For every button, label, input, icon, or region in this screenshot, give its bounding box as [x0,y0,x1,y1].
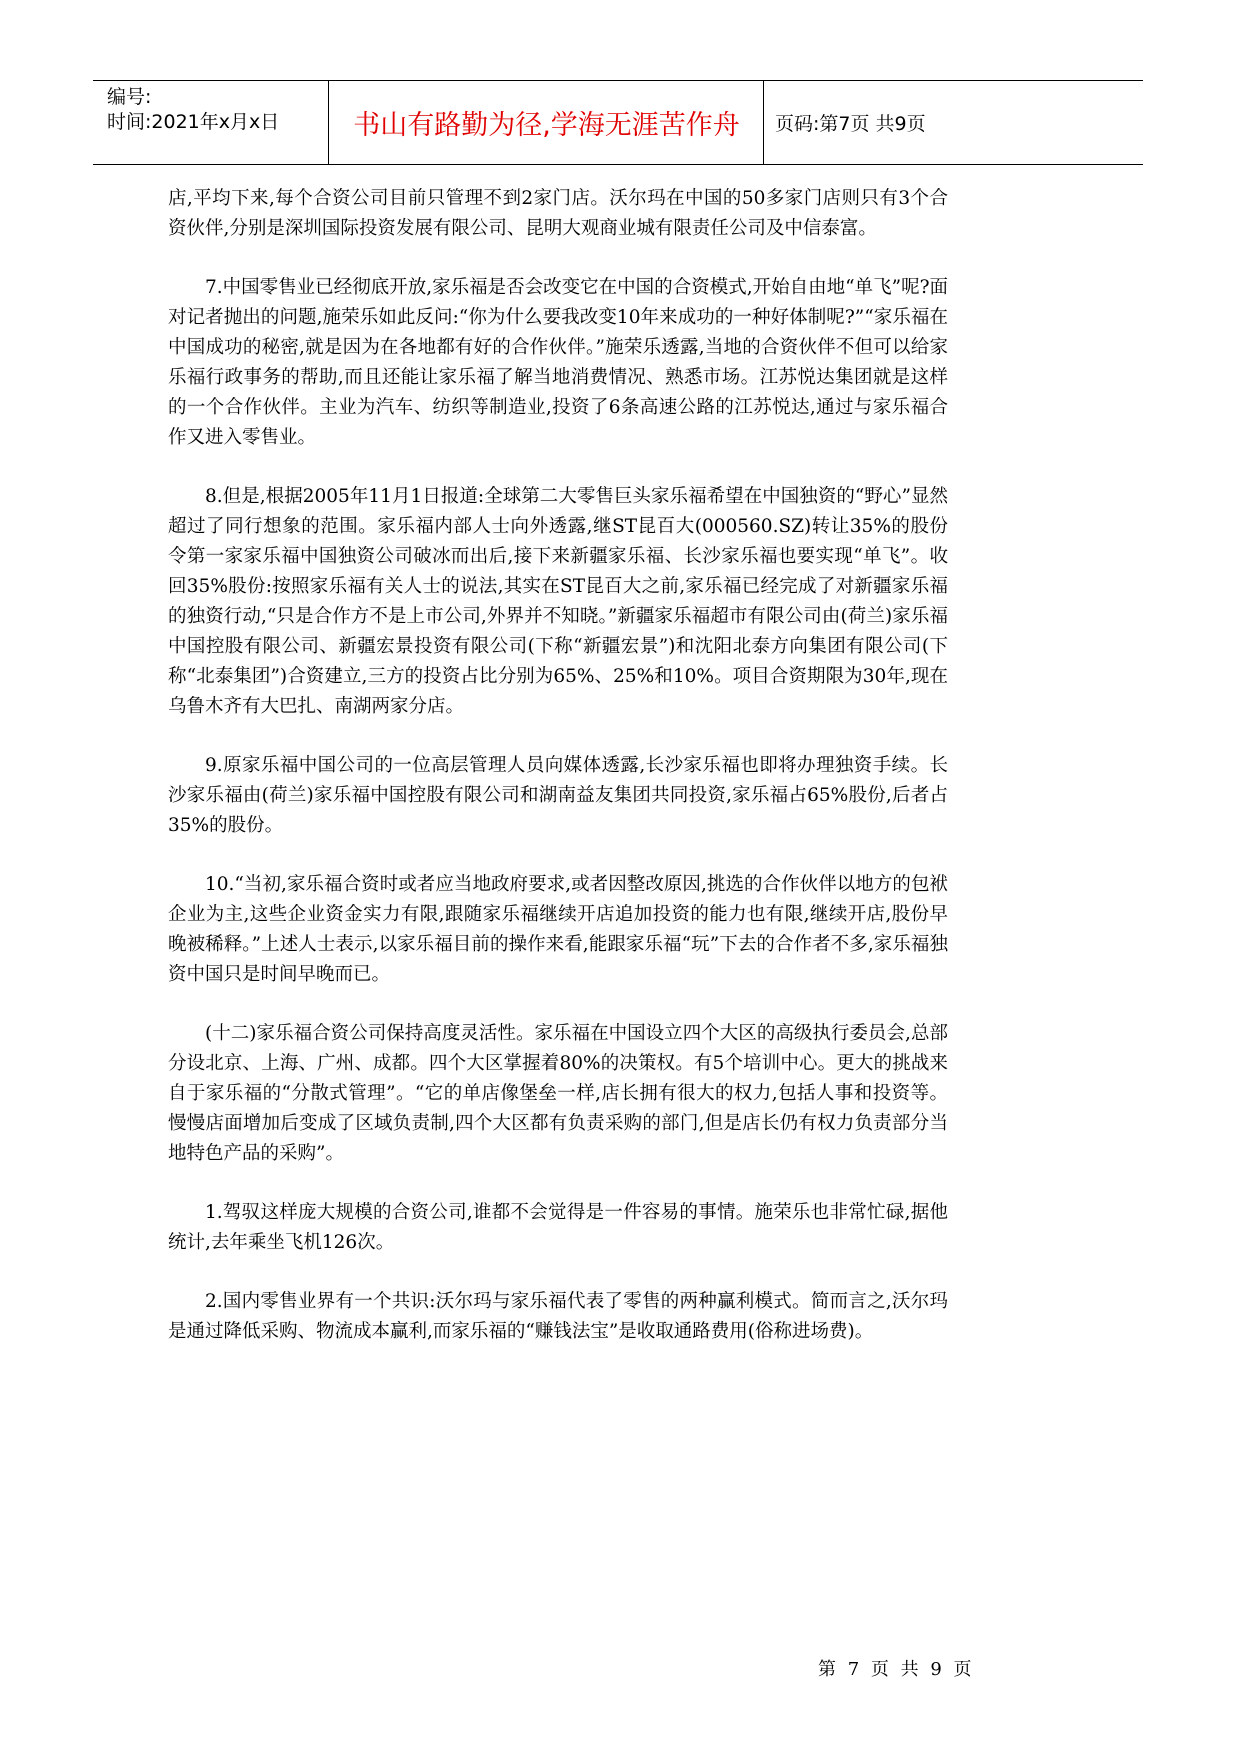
body-paragraph: 1.驾驭这样庞大规模的合资公司,谁都不会觉得是一件容易的事情。施荣乐也非常忙碌,据他统计,去年乘坐飞机126次。 [168,1202,948,1253]
body-paragraph: 2.国内零售业界有一个共识:沃尔玛与家乐福代表了零售的两种赢利模式。简而言之,沃尔玛是通过降低采购、物流成本赢利,而家乐福的“赚钱法宝”是收取通路费用(俗称进场费)。 [168,1291,948,1342]
header-meta [107,85,279,135]
body-paragraph: 8.但是,根据2005年11月1日报道:全球第二大零售巨头家乐福希望在中国独资的“野心”显然超过了同行想象的范围。家乐福内部人士向外透露,继ST昆百大(000560.SZ)转让35%的股份令第一家家乐福中国独资公司破冰而出后,接下来新疆家乐福、长沙家乐福也要实现“单飞”。收回35%股份:按照家乐福有关人士的说法,其实在ST昆百大之前,家乐福已经完成了对新疆家乐福的独资行动,“只是合作方不是上市公司,外界并不知晓。”新疆家乐福超市有限公司由(荷兰)家乐福中国控股有限公司、新疆宏景投资有限公司(下称“新疆宏景”)和沈阳北泰方向集团有限公司(下称“北泰集团”)合资建立,三方的投资占比分别为65%、25%和10%。项目合资期限为30年,现在乌鲁木齐有大巴扎、南湖两家分店。 [168,486,948,717]
document-time-label: 时间:2021年x月x日 [107,111,280,133]
body-paragraph: 7.中国零售业已经彻底开放,家乐福是否会改变它在中国的合资模式,开始自由地“单飞”呢?面对记者抛出的问题,施荣乐如此反问:“你为什么要我改变10年来成功的一种好体制呢?”“家乐福在中国成功的秘密,就是因为在各地都有好的合作伙伴。”施荣乐透露,当地的合资伙伴不但可以给家乐福行政事务的帮助,而且还能让家乐福了解当地消费情况、熟悉市场。江苏悦达集团就是这样的一个合作伙伴。主业为汽车、纺织等制造业,投资了6条高速公路的江苏悦达,通过与家乐福合作又进入零售业。 [168,277,948,448]
document-body [168,184,948,1376]
body-paragraph-continued: 店,平均下来,每个合资公司目前只管理不到2家门店。沃尔玛在中国的50多家门店则只有3个合资伙伴,分别是深圳国际投资发展有限公司、昆明大观商业城有限责任公司及中信泰富。 [168,188,948,239]
body-paragraph: 10.“当初,家乐福合资时或者应当地政府要求,或者因整改原因,挑选的合作伙伴以地方的包袱企业为主,这些企业资金实力有限,跟随家乐福继续开店追加投资的能力也有限,继续开店,股份早晚被稀释。”上述人士表示,以家乐福目前的操作来看,能跟家乐福“玩”下去的合作者不多,家乐福独资中国只是时间早晚而已。 [168,874,948,985]
body-paragraph: (十二)家乐福合资公司保持高度灵活性。家乐福在中国设立四个大区的高级执行委员会,总部分设北京、上海、广州、成都。四个大区掌握着80%的决策权。有5个培训中心。更大的挑战来自于家乐福的“分散式管理”。“它的单店像堡垒一样,店长拥有很大的权力,包括人事和投资等。慢慢店面增加后变成了区域负责制,四个大区都有负责采购的部门,但是店长仍有权力负责部分当地特色产品的采购”。 [168,1023,948,1164]
document-number-label: 编号: [107,86,152,108]
header-motto: 书山有路勤为径,学海无涯苦作舟 [353,110,740,141]
body-paragraph: 9.原家乐福中国公司的一位高层管理人员向媒体透露,长沙家乐福也即将办理独资手续。长沙家乐福由(荷兰)家乐福中国控股有限公司和湖南益友集团共同投资,家乐福占65%股份,后者占35%的股份。 [168,755,948,836]
header-page-number: 页码:第7页 共9页 [775,113,926,135]
header-divider-right [763,81,764,164]
page-footer: 第 7 页 共 9 页 [818,1659,975,1680]
page-header [93,80,1143,165]
